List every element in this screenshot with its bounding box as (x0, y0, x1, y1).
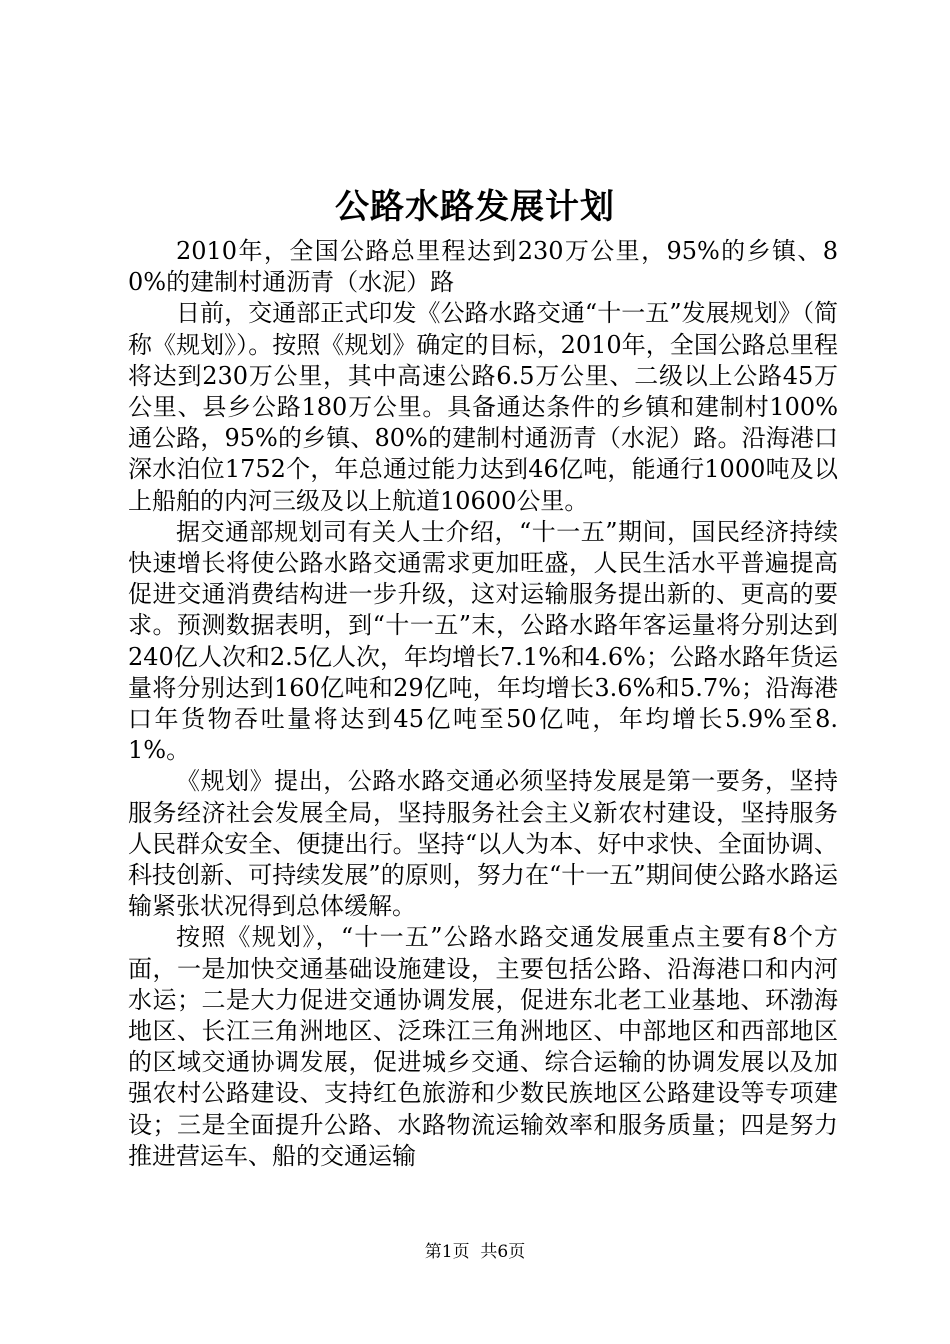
page-total: 共6页 (480, 1242, 526, 1262)
page-footer (0, 1240, 950, 1264)
paragraph-1: 2010年，全国公路总里程达到230万公里，95%的乡镇、80%的建制村通沥青（水泥）路 (128, 237, 838, 297)
paragraph-3: 据交通部规划司有关人士介绍，“十一五”期间，国民经济持续快速增长将使公路水路交通需求更加旺盛，人民生活水平普遍提高促进交通消费结构进一步升级，这对运输服务提出新的、更高的要求。预测数据表明，到“十一五”末，公路水路年客运量将分别达到240亿人次和2.5亿人次，年均增长7.1%和4.6%；公路水路年货运量将分别达到160亿吨和29亿吨，年均增长3.6%和5.7%；沿海港口年货物吞吐量将达到45亿吨至50亿吨，年均增长5.9%至8.1%。 (128, 517, 838, 765)
paragraph-5: 按照《规划》，“十一五”公路水路交通发展重点主要有8个方面，一是加快交通基础设施建设，主要包括公路、沿海港口和内河水运；二是大力促进交通协调发展，促进东北老工业基地、环渤海地区、长江三角洲地区、泛珠江三角洲地区、中部地区和西部地区的区域交通协调发展，促进城乡交通、综合运输的协调发展以及加强农村公路建设、支持红色旅游和少数民族地区公路建设等专项建设；三是全面提升公路、水路物流运输效率和服务质量；四是努力推进营运车、船的交通运输 (128, 923, 838, 1170)
page-number: 第1页 (424, 1242, 470, 1262)
paragraph-4: 《规划》提出，公路水路交通必须坚持发展是第一要务，坚持服务经济社会发展全局，坚持服务社会主义新农村建设，坚持服务人民群众安全、便捷出行。坚持“以人为本、好中求快、全面协调、科技创新、可持续发展”的原则，努力在“十一五”期间使公路水路运输紧张状况得到总体缓解。 (128, 767, 838, 921)
document-title: 公路水路发展计划 (335, 187, 615, 227)
document-body (128, 236, 838, 1172)
paragraph-2: 日前，交通部正式印发《公路水路交通“十一五”发展规划》（简称《规划》）。按照《规划》确定的目标，2010年，全国公路总里程将达到230万公里，其中高速公路6.5万公里、二级以上公路45万公里、县乡公路180万公里。具备通达条件的乡镇和建制村100%通公路，95%的乡镇、80%的建制村通沥青（水泥）路。沿海港口深水泊位1752个，年总通过能力达到46亿吨，能通行1000吨及以上船舶的内河三级及以上航道10600公里。 (128, 299, 838, 515)
